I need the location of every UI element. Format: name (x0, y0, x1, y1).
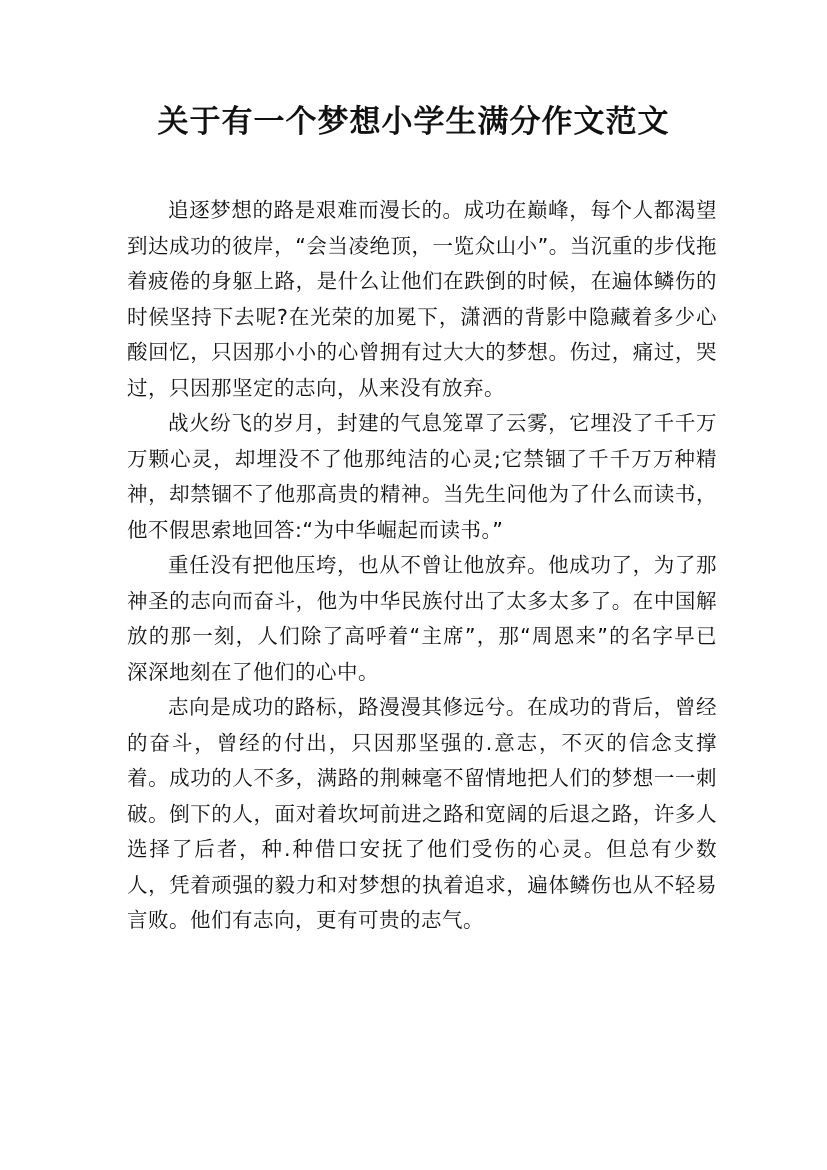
document-body (127, 193, 717, 939)
paragraph-4: 志向是成功的路标，路漫漫其修远兮。在成功的背后，曾经的奋斗，曾经的付出，只因那坚强的.意志，不灭的信念支撑着。成功的人不多，满路的荆棘毫不留情地把人们的梦想一一刺破。倒下的人，面对着坎坷前进之路和宽阔的后退之路，许多人选择了后者，种.种借口安抚了他们受伤的心灵。但总有少数人，凭着顽强的毅力和对梦想的执着追求，遍体鳞伤也从不轻易言败。他们有志向，更有可贵的志气。 (127, 695, 717, 932)
paragraph-2: 战火纷飞的岁月，封建的气息笼罩了云雾，它埋没了千千万万颗心灵，却埋没不了他那纯洁的心灵;它禁锢了千千万万种精神，却禁锢不了他那高贵的精神。当先生问他为了什么而读书，他不假思索地回答:“为中华崛起而读书。” (127, 411, 717, 542)
paragraph-3: 重任没有把他压垮，也从不曾让他放弃。他成功了，为了那神圣的志向而奋斗，他为中华民族付出了太多太多了。在中国解放的那一刻，人们除了高呼着“主席”，那“周恩来”的名字早已深深地刻在了他们的心中。 (127, 553, 717, 684)
paragraph-1: 追逐梦想的路是艰难而漫长的。成功在巅峰，每个人都渴望到达成功的彼岸，“会当凌绝顶，一览众山小”。当沉重的步伐拖着疲倦的身躯上路，是什么让他们在跌倒的时候，在遍体鳞伤的时候坚持下去呢?在光荣的加冕下，潇洒的背影中隐藏着多少心酸回忆，只因那小小的心曾拥有过大大的梦想。伤过，痛过，哭过，只因那坚定的志向，从来没有放弃。 (127, 198, 717, 400)
document-title: 关于有一个梦想小学生满分作文范文 (157, 104, 670, 140)
